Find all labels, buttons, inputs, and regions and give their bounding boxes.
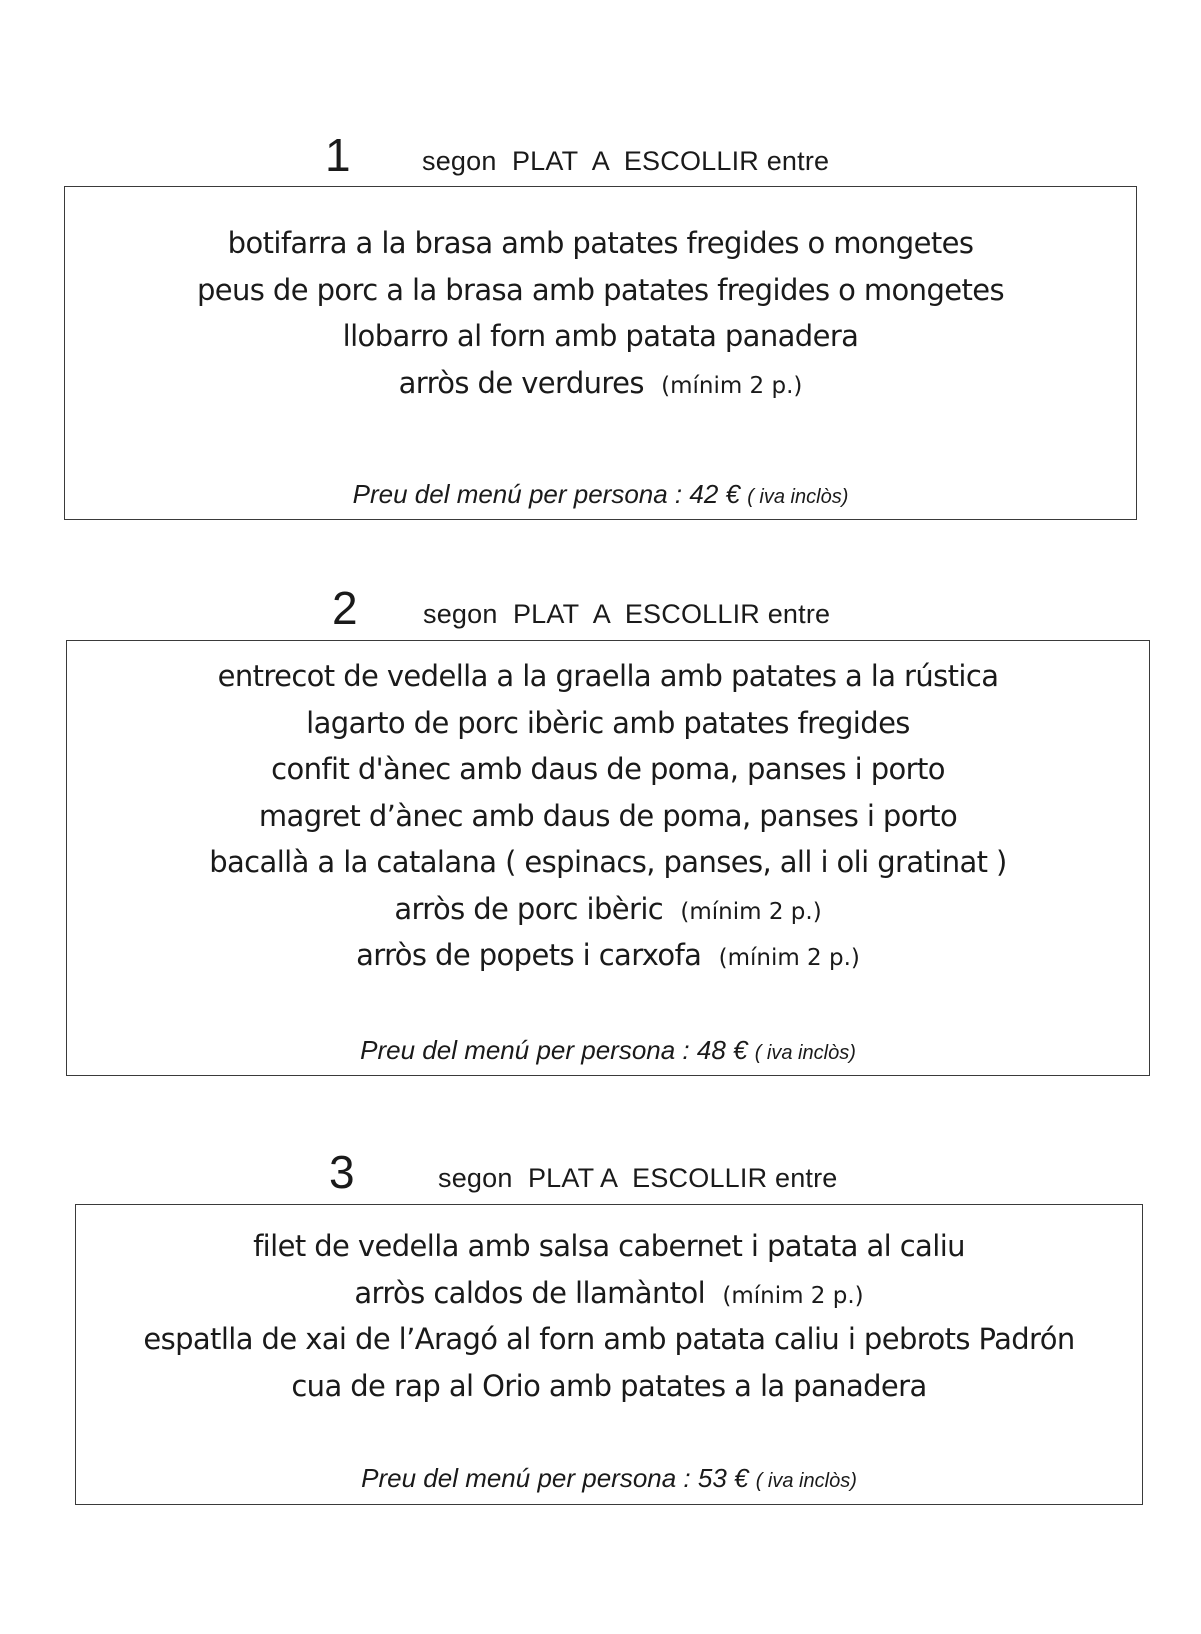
dish-name: llobarro al forn amb patata panadera — [342, 319, 859, 353]
dish-name: bacallà a la catalana ( espinacs, panses, all i oli gratinat ) — [209, 845, 1007, 879]
dish-name: cua de rap al Orio amb patates a la panadera — [291, 1368, 927, 1403]
dish-name: arròs de popets i carxofa — [356, 938, 702, 972]
section-title: segon PLAT A ESCOLLIR entre — [422, 146, 830, 176]
dish-item — [65, 220, 1136, 267]
dish-name: peus de porc a la brasa amb patates fregides o mongetes — [196, 272, 1005, 307]
dish-list — [67, 653, 1149, 979]
section-heading — [0, 125, 1201, 185]
dish-item — [67, 932, 1149, 979]
dish-name: entrecot de vedella a la graella amb patates a la rústica — [217, 659, 999, 693]
dish-item — [67, 793, 1149, 840]
price-label: Preu del menú per persona : 53 € — [361, 1463, 749, 1493]
dish-item — [67, 700, 1149, 747]
dish-item — [65, 313, 1136, 360]
section-number: 2 — [332, 582, 358, 634]
price-label: Preu del menú per persona : 42 € — [352, 479, 740, 509]
section-heading — [0, 1142, 1201, 1202]
dish-name: arròs caldos de llamàntol — [354, 1275, 706, 1310]
dish-item — [76, 1223, 1142, 1270]
dish-name: espatlla de xai de l’Aragó al forn amb patata caliu i pebrots Padrón — [143, 1322, 1075, 1356]
price-line — [65, 479, 1136, 510]
dish-item — [67, 653, 1149, 700]
dish-name: confit d'ànec amb daus de poma, panses i porto — [271, 752, 945, 786]
price-tax-note: ( iva inclòs) — [747, 486, 849, 508]
price-line — [76, 1463, 1142, 1494]
dish-name: magret d’ànec amb daus de poma, panses i porto — [258, 798, 958, 833]
dish-list — [65, 220, 1136, 406]
dish-item — [67, 839, 1149, 886]
section-title: segon PLAT A ESCOLLIR entre — [438, 1163, 838, 1193]
dish-item — [76, 1363, 1142, 1410]
section-number: 1 — [325, 129, 351, 181]
dish-item — [67, 886, 1149, 933]
menu-box — [64, 186, 1137, 520]
dish-item — [76, 1270, 1142, 1317]
section-number: 3 — [329, 1146, 355, 1198]
price-tax-note: ( iva inclòs) — [754, 1042, 856, 1064]
dish-item — [76, 1316, 1142, 1363]
price-line — [67, 1035, 1149, 1066]
dish-minimum-note: (mínim 2 p.) — [718, 945, 860, 971]
price-tax-note: ( iva inclòs) — [755, 1470, 857, 1492]
section-heading — [0, 578, 1201, 638]
menu-box — [75, 1204, 1143, 1505]
dish-item — [65, 267, 1136, 314]
dish-minimum-note: (mínim 2 p.) — [722, 1282, 864, 1309]
dish-name: arròs de verdures — [398, 365, 644, 400]
dish-minimum-note: (mínim 2 p.) — [680, 898, 822, 925]
dish-name: botifarra a la brasa amb patates fregides o mongetes — [227, 226, 974, 260]
dish-list — [76, 1223, 1142, 1409]
dish-minimum-note: (mínim 2 p.) — [661, 372, 803, 399]
dish-name: lagarto de porc ibèric amb patates fregides — [306, 705, 910, 740]
dish-item — [67, 746, 1149, 793]
dish-item — [65, 360, 1136, 407]
menu-box — [66, 640, 1150, 1076]
price-label: Preu del menú per persona : 48 € — [360, 1035, 748, 1065]
dish-name: filet de vedella amb salsa cabernet i patata al caliu — [253, 1229, 965, 1263]
dish-name: arròs de porc ibèric — [394, 891, 664, 926]
section-title: segon PLAT A ESCOLLIR entre — [423, 599, 831, 629]
